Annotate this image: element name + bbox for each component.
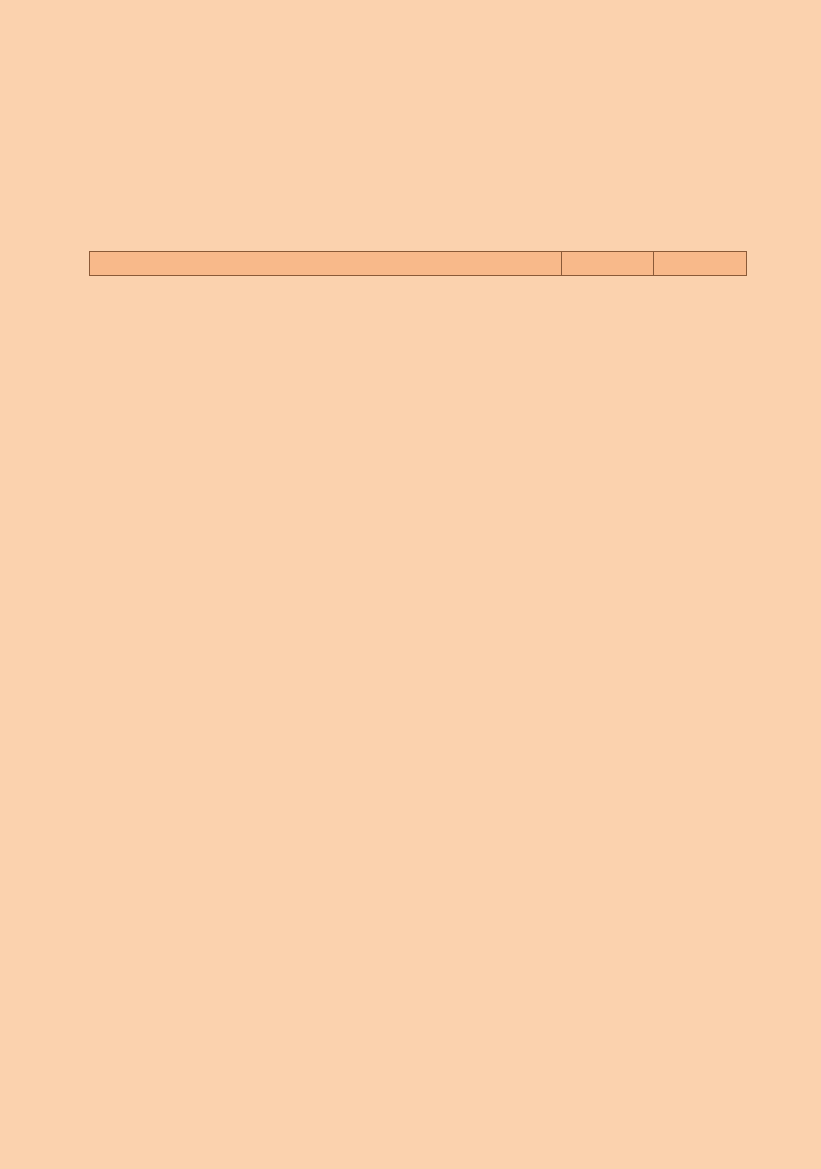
source-note xyxy=(98,1004,738,1020)
watermark xyxy=(110,255,750,1055)
pro-header xyxy=(562,252,654,276)
con-header xyxy=(654,252,747,276)
table-header-row xyxy=(90,252,747,276)
arguments-header xyxy=(90,252,562,276)
arguments-table xyxy=(89,251,747,276)
page-title xyxy=(88,52,728,170)
